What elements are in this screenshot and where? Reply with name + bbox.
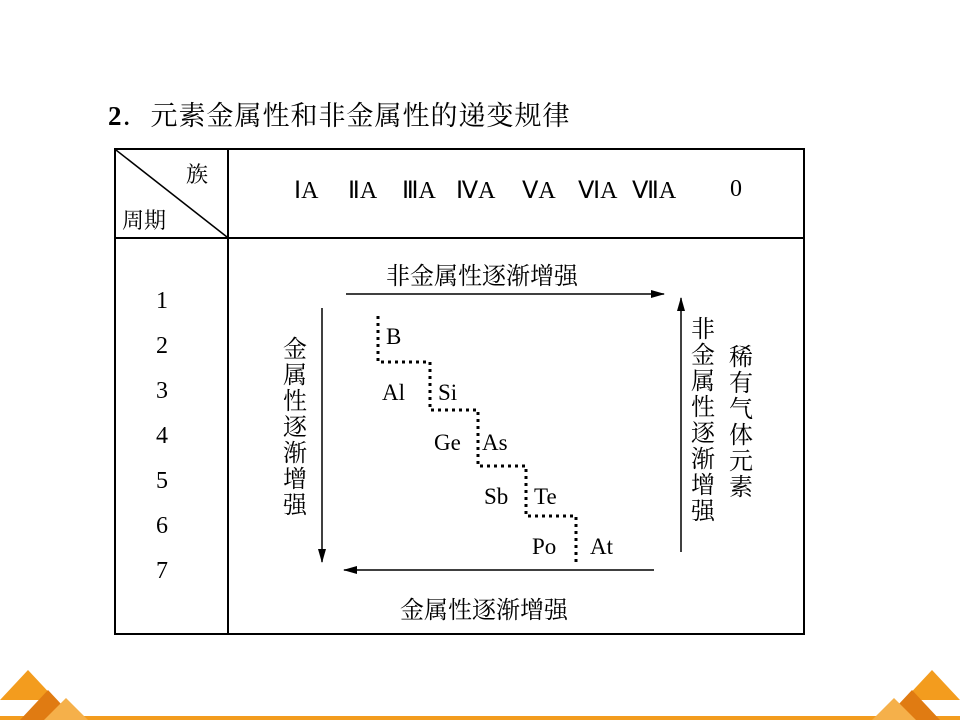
- periodic-trend-table: [114, 148, 805, 635]
- element-b: B: [386, 324, 402, 349]
- element-po: Po: [532, 534, 557, 559]
- heading-text: 元素金属性和非金属性的递变规律: [150, 101, 571, 132]
- heading-separator: ．: [122, 101, 151, 132]
- group-6a: ⅥA: [578, 178, 618, 204]
- group-7a: ⅦA: [632, 178, 677, 204]
- element-al: Al: [382, 380, 405, 405]
- group-4a: ⅣA: [456, 178, 496, 204]
- period-5: 5: [156, 468, 168, 494]
- noble-gas-label: 稀有气体元素: [729, 343, 753, 501]
- period-4: 4: [156, 423, 168, 449]
- element-si: Si: [438, 380, 458, 405]
- element-ge: Ge: [434, 430, 461, 455]
- section-heading: [108, 94, 571, 133]
- period-1: 1: [156, 288, 168, 314]
- group-3a: ⅢA: [402, 178, 436, 204]
- metal-nonmetal-staircase: [378, 316, 576, 564]
- period-3: 3: [156, 378, 168, 404]
- element-as: As: [482, 430, 508, 455]
- group-1a: ⅠA: [294, 178, 319, 204]
- group-5a: ⅤA: [522, 178, 556, 204]
- group-2a: ⅡA: [348, 178, 378, 204]
- period-6: 6: [156, 513, 168, 539]
- group-corner-label: 族: [186, 163, 209, 188]
- group-0: 0: [730, 176, 742, 202]
- top-arrow-label: 非金属性逐渐增强: [386, 262, 578, 290]
- period-7: 7: [156, 558, 168, 584]
- slide-decoration: [0, 660, 960, 720]
- heading-number: 2: [108, 101, 123, 131]
- element-sb: Sb: [484, 484, 509, 509]
- left-arrow-label: 金属性逐渐增强: [283, 335, 307, 519]
- right-arrow-label: 非金属性逐渐增强: [691, 315, 715, 525]
- element-te: Te: [534, 484, 557, 509]
- period-2: 2: [156, 333, 168, 359]
- period-corner-label: 周期: [122, 209, 167, 234]
- bottom-arrow-label: 金属性逐渐增强: [400, 596, 568, 624]
- element-at: At: [590, 534, 613, 559]
